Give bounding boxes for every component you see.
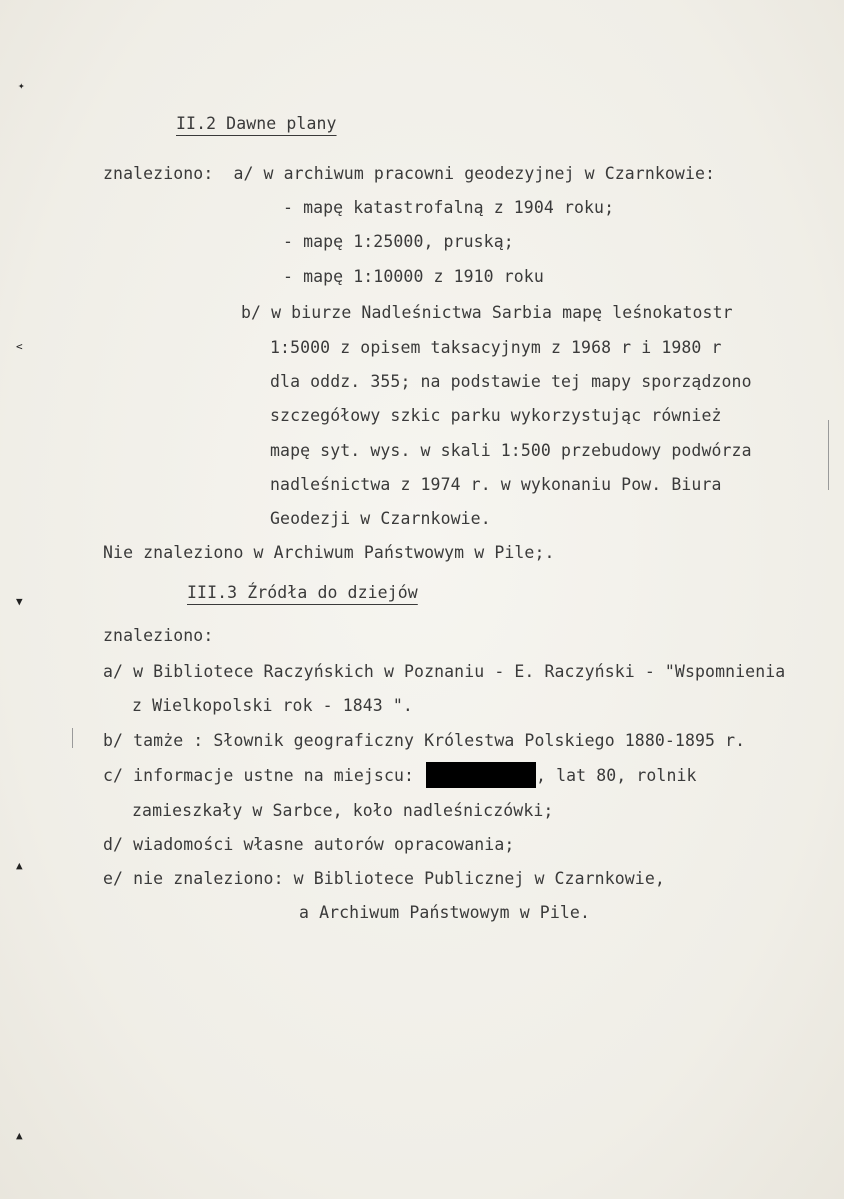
- text-line: nadleśnictwa z 1974 r. w wykonaniu Pow. Biura: [270, 475, 722, 494]
- text-line: dla oddz. 355; na podstawie tej mapy sporządzono: [270, 372, 752, 391]
- text-line: a Archiwum Państwowym w Pile.: [299, 903, 590, 922]
- text-line: mapę syt. wys. w skali 1:500 przebudowy podwórza: [270, 441, 752, 460]
- edge-line: [828, 420, 829, 490]
- margin-line: [72, 728, 73, 748]
- section-heading: II.2 Dawne plany: [176, 114, 337, 133]
- text-line: - mapę katastrofalną z 1904 roku;: [283, 198, 615, 217]
- text-line: Nie znaleziono w Archiwum Państwowym w Pile;.: [103, 543, 555, 562]
- margin-mark: ▲: [16, 1129, 23, 1142]
- text-line: c/ informacje ustne na miejscu:: [103, 766, 415, 785]
- text-line: zamieszkały w Sarbce, koło nadleśniczówki;: [132, 801, 554, 820]
- text-line: - mapę 1:25000, pruską;: [283, 232, 514, 251]
- text-line: - mapę 1:10000 z 1910 roku: [283, 267, 544, 286]
- text-line: z Wielkopolski rok - 1843 ".: [132, 696, 413, 715]
- text-line: b/ w biurze Nadleśnictwa Sarbia mapę leśnokatostr: [241, 303, 733, 322]
- text-line: a/ w Bibliotece Raczyńskich w Poznaniu - E. Raczyński - "Wspomnienia: [103, 662, 786, 681]
- text-line: znaleziono:: [103, 626, 214, 645]
- text-line: Geodezji w Czarnkowie.: [270, 509, 491, 528]
- margin-mark: ▲: [16, 859, 23, 872]
- text-line: d/ wiadomości własne autorów opracowania;: [103, 835, 515, 854]
- section-heading: III.3 Źródła do dziejów: [187, 583, 418, 602]
- text-line: e/ nie znaleziono: w Bibliotece Publicznej w Czarnkowie,: [103, 869, 665, 888]
- redaction-box: [426, 762, 536, 788]
- margin-mark: <: [16, 340, 23, 353]
- margin-mark: ✦: [18, 79, 25, 92]
- text-line: b/ tamże : Słownik geograficzny Królestwa Polskiego 1880-1895 r.: [103, 731, 746, 750]
- margin-mark: ▼: [16, 595, 23, 608]
- text-line: 1:5000 z opisem taksacyjnym z 1968 r i 1980 r: [270, 338, 722, 357]
- text-line: znaleziono: a/ w archiwum pracowni geodezyjnej w Czarnkowie:: [103, 164, 716, 183]
- text-line: , lat 80, rolnik: [536, 766, 697, 785]
- text-line: szczegółowy szkic parku wykorzystując również: [270, 406, 722, 425]
